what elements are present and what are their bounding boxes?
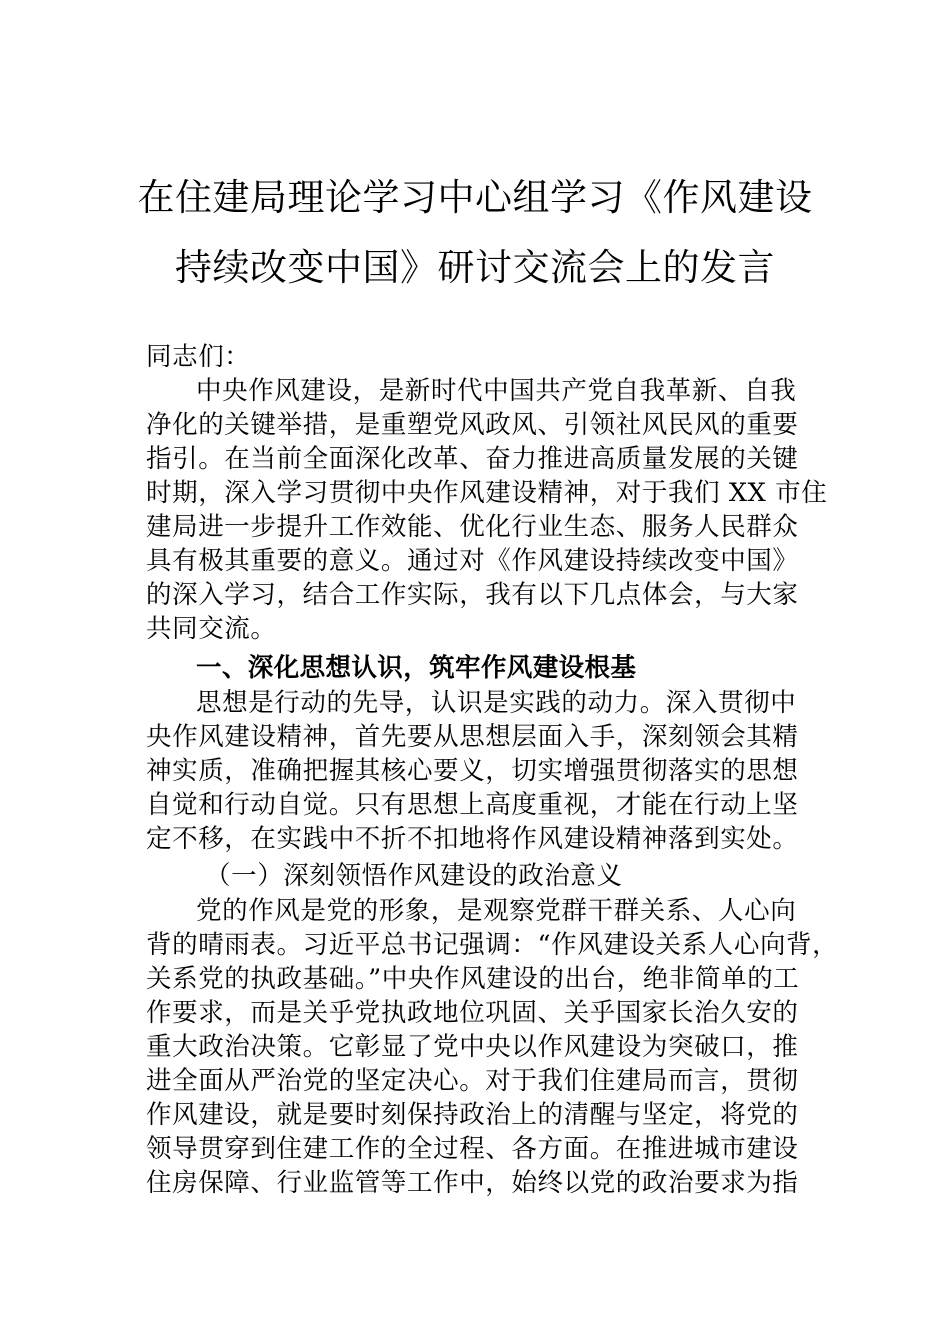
paragraph-line: 作要求，而是关乎党执政地位巩固、关乎国家长治久安的 bbox=[146, 998, 799, 1028]
paragraph-line: 中央作风建设，是新时代中国共产党自我革新、自我 bbox=[196, 376, 797, 406]
paragraph-line: 自觉和行动自觉。只有思想上高度重视，才能在行动上坚 bbox=[146, 790, 799, 820]
paragraph-line: 领导贯穿到住建工作的全过程、各方面。在推进城市建设 bbox=[146, 1134, 799, 1164]
paragraph-line: 净化的关键举措，是重塑党风政风、引领社风民风的重要 bbox=[146, 410, 799, 440]
paragraph-line: 定不移，在实践中不折不扣地将作风建设精神落到实处。 bbox=[146, 824, 799, 854]
paragraph-line: 神实质，准确把握其核心要义，切实增强贯彻落实的思想 bbox=[146, 756, 799, 786]
paragraph-line: 具有极其重要的意义。通过对《作风建设持续改变中国》 bbox=[146, 546, 799, 576]
section-heading: 一、深化思想认识，筑牢作风建设根基 bbox=[196, 653, 637, 683]
subsection-heading: （一）深刻领悟作风建设的政治意义 bbox=[205, 861, 623, 891]
paragraph-line: 重大政治决策。它彰显了党中央以作风建设为突破口，推 bbox=[146, 1032, 799, 1062]
paragraph-line: 背的晴雨表。习近平总书记强调：“作风建设关系人心向背， bbox=[146, 930, 839, 960]
paragraph-line: 央作风建设精神，首先要从思想层面入手，深刻领会其精 bbox=[146, 722, 799, 752]
document-title-line-2: 持续改变中国》研讨交流会上的发言 bbox=[175, 246, 775, 289]
paragraph-line: 思想是行动的先导，认识是实践的动力。深入贯彻中 bbox=[196, 688, 797, 718]
paragraph-line: 进全面从严治党的坚定决心。对于我们住建局而言，贯彻 bbox=[146, 1066, 799, 1096]
paragraph-line: 时期，深入学习贯彻中央作风建设精神，对于我们 XX 市住 bbox=[146, 478, 828, 508]
paragraph-line: 指引。在当前全面深化改革、奋力推进高质量发展的关键 bbox=[146, 444, 799, 474]
document-title-line-1: 在住建局理论学习中心组学习《作风建设 bbox=[137, 176, 813, 219]
paragraph-line: 关系党的执政基础。”中央作风建设的出台，绝非简单的工 bbox=[146, 964, 800, 994]
paragraph-line: 的深入学习，结合工作实际，我有以下几点体会，与大家 bbox=[146, 580, 799, 610]
paragraph-line: 党的作风是党的形象，是观察党群干群关系、人心向 bbox=[196, 896, 797, 926]
paragraph-line: 作风建设，就是要时刻保持政治上的清醒与坚定，将党的 bbox=[146, 1100, 799, 1130]
paragraph-line: 住房保障、行业监管等工作中，始终以党的政治要求为指 bbox=[146, 1168, 799, 1198]
paragraph-line: 建局进一步提升工作效能、优化行业生态、服务人民群众 bbox=[146, 512, 799, 542]
greeting: 同志们： bbox=[146, 342, 251, 372]
paragraph-line: 共同交流。 bbox=[146, 614, 277, 644]
